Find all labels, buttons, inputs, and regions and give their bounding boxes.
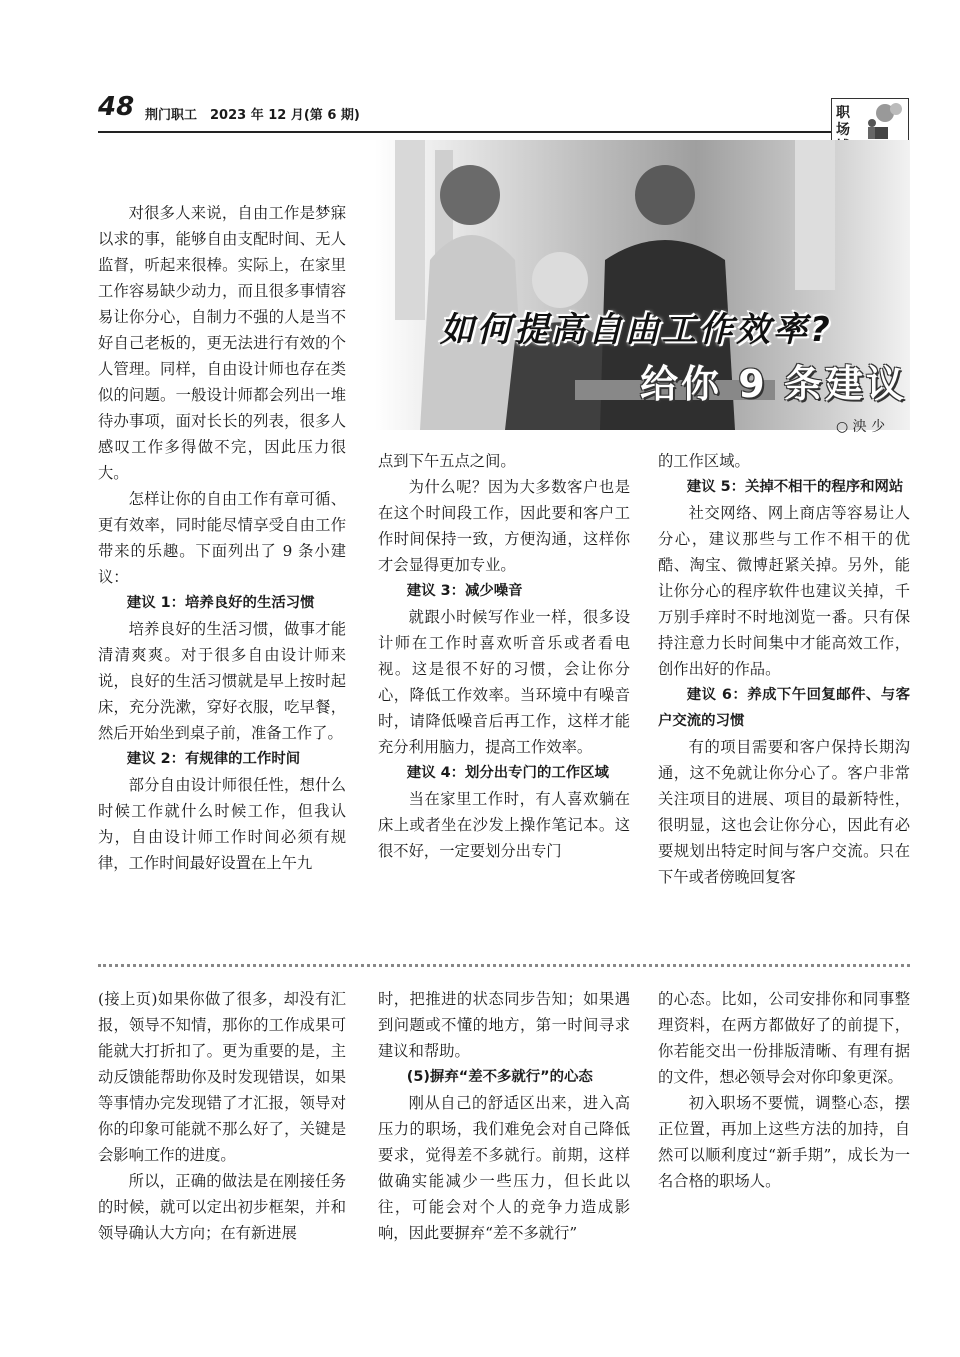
paragraph: 时，把推进的状态同步告知；如果遇到问题或不懂的地方，第一时间寻求建议和帮助。 [378, 990, 630, 1060]
paragraph: 为什么呢？因为大多数客户也是在这个时间段工作，因此要和客户工作时间保持一致，方便沟通，这样你才会显得更加专业。 [378, 478, 630, 574]
article-title-line1: 如何提高自由工作效率? [440, 310, 833, 350]
publication-info: 荆门职工 2023 年 12 月(第 6 期) [145, 108, 360, 123]
paragraph: 就跟小时候写作业一样，很多设计师在工作时喜欢听音乐或者看电视。这是很不好的习惯，会让你分心，降低工作效率。当环境中有噪音时，请降低噪音后再工作，这样才能充分利用脑力，提高工作效率。 [378, 608, 630, 756]
paragraph: 初入职场不要慌，调整心态，摆正位置，再加上这些方法的加持，自然可以顺利度过“新手期”，成长为一名合格的职场人。 [658, 1094, 910, 1190]
continued-column-1 [98, 986, 346, 1246]
paragraph: 的工作区域。 [658, 452, 750, 470]
section-heading: (5)摒弃“差不多就行”的心态 [406, 1069, 593, 1085]
article-column-1 [98, 200, 346, 876]
section-heading: 建议 3：减少噪音 [406, 583, 523, 599]
section-heading: 建议 2：有规律的工作时间 [126, 751, 301, 767]
paragraph: 点到下午五点之间。 [378, 452, 516, 470]
page-header [0, 0, 960, 140]
section-heading: 建议 4：划分出专门的工作区域 [406, 765, 609, 781]
paragraph: 对很多人来说，自由工作是梦寐以求的事，能够自由支配时间、无人监督，听起来很棒。实际上，在家里工作容易缺少动力，而且很多事情容易让你分心，自制力不强的人是当不好自己老板的，更无法进行有效的个人管理。同样，自由设计师也存在类似的问题。一般设计师都会列出一堆待办事项，面对长长的列表，很多人感叹工作多得做不完，因此压力很大。 [98, 204, 346, 482]
section-heading: 建议 1：培养良好的生活习惯 [126, 595, 315, 611]
header-rule [98, 131, 832, 133]
paragraph: 部分自由设计师很任性，想什么时候工作就什么时候工作，但我认为，自由设计师工作时间必须有规律，工作时间最好设置在上午九 [98, 776, 346, 872]
paragraph: 当在家里工作时，有人喜欢躺在床上或者坐在沙发上操作笔记本。这很不好，一定要划分出专门 [378, 790, 630, 860]
section-heading: 建议 5：关掉不相干的程序和网站 [686, 479, 904, 495]
section-heading: 建议 6：养成下午回复邮件、与客户交流的习惯 [658, 687, 910, 729]
section-divider [98, 964, 910, 967]
paragraph: 怎样让你的自由工作有章可循、更有效率，同时能尽情享受自由工作带来的乐趣。下面列出了 9 条小建议： [98, 490, 346, 586]
paragraph: (接上页)如果你做了很多，却没有汇报，领导不知情，那你的工作成果可能就大打折扣了。更为重要的是，主动反馈能帮助你及时发现错误，如果等事情办完发现错了才汇报，领导对你的印象可能就不那么好了，关键是会影响工作的进度。 [98, 990, 346, 1164]
paragraph: 所以，正确的做法是在刚接任务的时候，就可以定出初步框架，并和领导确认大方向；在有新进展 [98, 1172, 346, 1242]
page-number: 48 [98, 92, 135, 122]
paragraph: 刚从自己的舒适区出来，进入高压力的职场，我们难免会对自己降低要求，觉得差不多就行。前期，这样做确实能减少一些压力，但长此以往，可能会对个人的竞争力造成影响，因此要摒弃“差不多就行” [378, 1094, 630, 1242]
column-name: 职场 [836, 105, 850, 138]
continued-column-3 [658, 986, 910, 1194]
paragraph: 有的项目需要和客户保持长期沟通，这不免就让你分心了。客户非常关注项目的进展、项目的最新特性，很明显，这也会让你分心，因此有必要规划出特定时间与客户交流。只在下午或者傍晚回复客 [658, 738, 910, 886]
paragraph: 培养良好的生活习惯，做事才能清清爽爽。对于很多自由设计师来说，良好的生活习惯就是早上按时起床，充分洗漱，穿好衣服，吃早餐，然后开始坐到桌子前，准备工作了。 [98, 620, 346, 742]
article-column-2 [378, 448, 630, 864]
author-byline: ○ 泱 少 [836, 419, 886, 435]
paragraph: 的心态。比如，公司安排你和同事整理资料，在两方都做好了的前提下，你若能交出一份排版清晰、有理有据的文件，想必领导会对你印象更深。 [658, 990, 910, 1086]
article-title-line2: 给你 9 条建议 [640, 362, 907, 406]
continued-column-2 [378, 986, 630, 1246]
article-column-3 [658, 448, 910, 890]
paragraph: 社交网络、网上商店等容易让人分心，建议那些与工作不相干的优酷、淘宝、微博赶紧关掉。另外，能让你分心的程序软件也建议关掉，千万别手痒时不时地浏览一番。只有保持注意力长时间集中才能高效工作，创作出好的作品。 [658, 504, 910, 678]
